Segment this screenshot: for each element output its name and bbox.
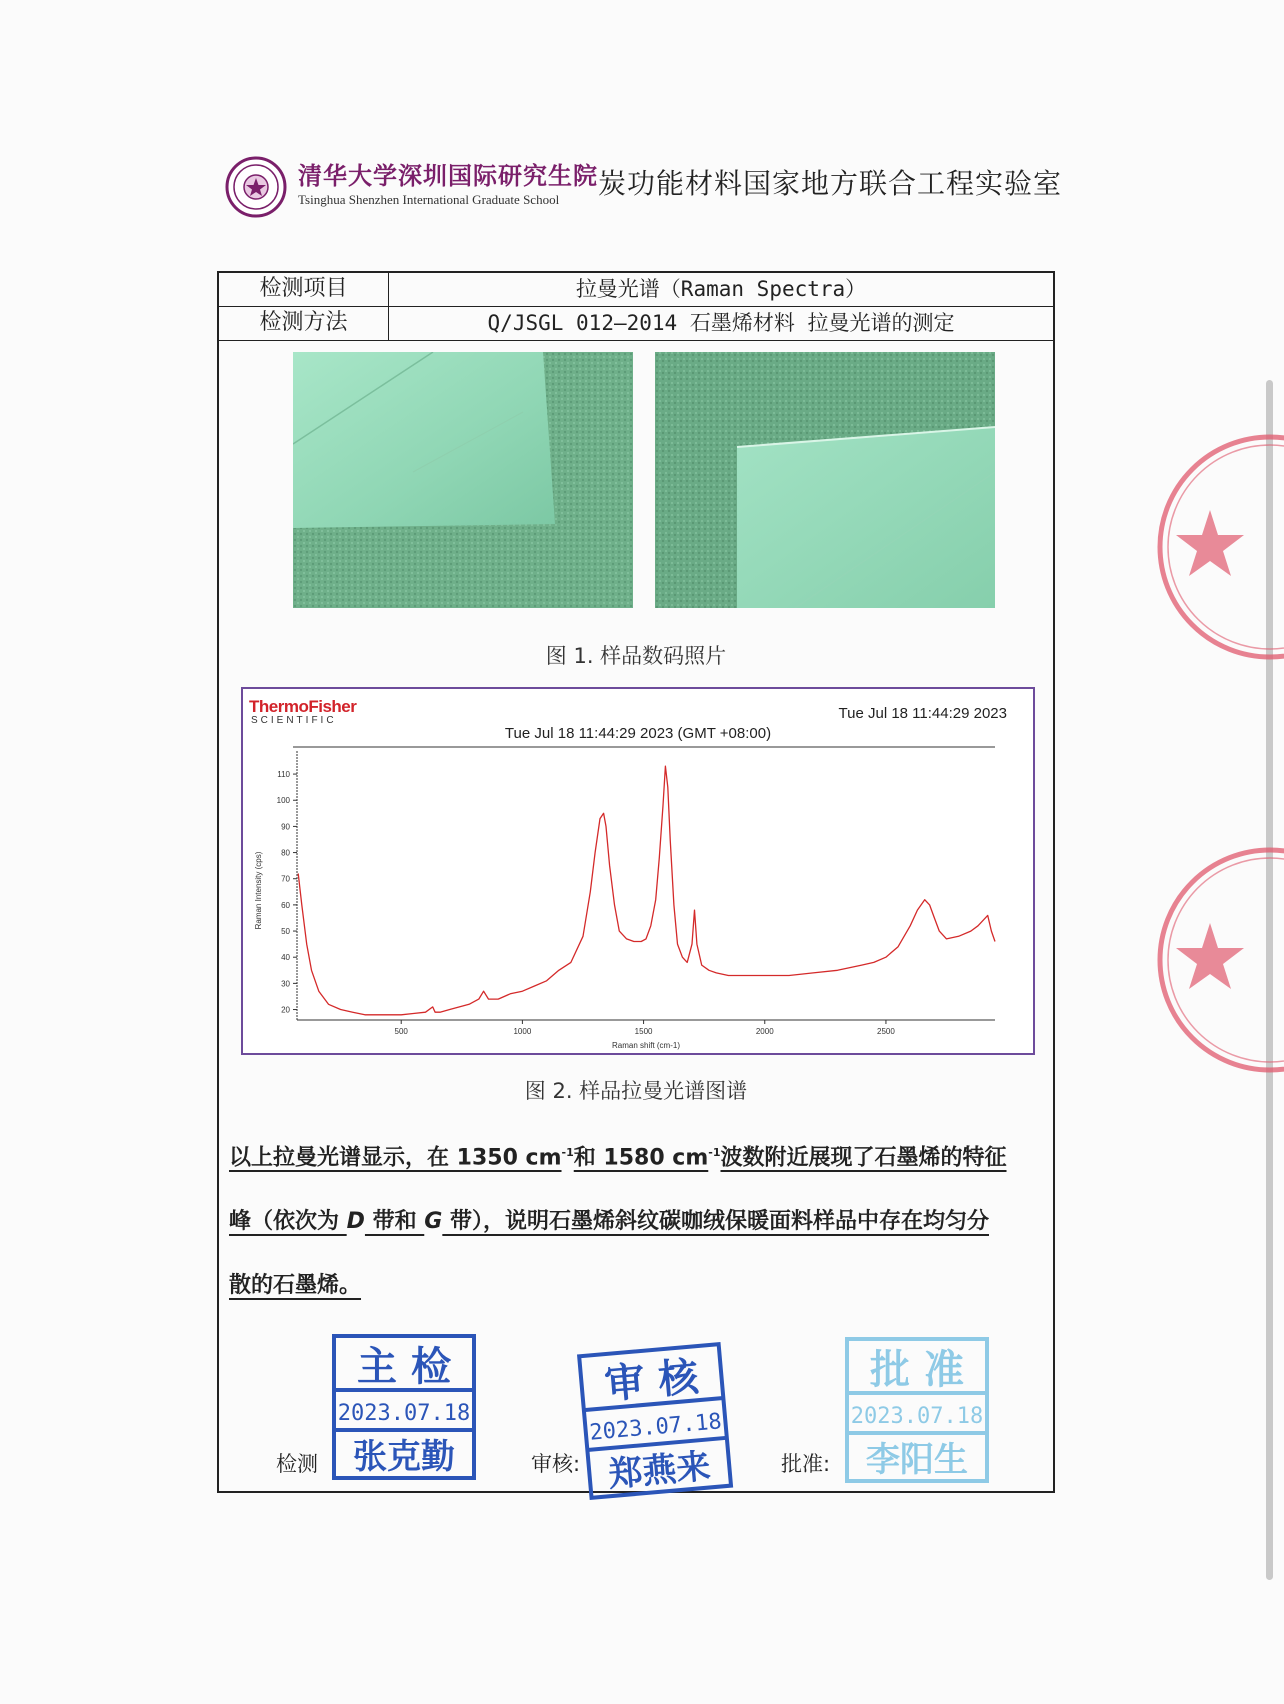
sample-photo-2 [655,352,995,608]
tester-stamp [330,1332,480,1482]
reviewer-label: 审核: [531,1452,581,1476]
x-tick-label: 2500 [877,1027,895,1036]
tester-label: 检测 [276,1452,318,1476]
conclusion-text-5: 带和 [364,1209,425,1235]
thermofisher-logo: ThermoFisher [249,697,357,716]
approver-stamp [843,1335,993,1487]
reviewer-stamp [575,1340,735,1500]
approver-stamp-name: 李阳生 [866,1440,968,1480]
spectrum-date-center: Tue Jul 18 11:44:29 2023 (GMT +08:00) [504,725,772,742]
test-item-value: 拉曼光谱（Raman Spectra） [575,277,867,301]
x-tick-label: 1000 [513,1027,532,1036]
tsinghua-seal-logo-icon [225,156,287,218]
tester-stamp-title: 主 检 [357,1343,451,1390]
y-tick-label: 30 [281,979,290,989]
raman-spectrum-panel [241,687,1035,1055]
reviewer-stamp-name: 郑燕来 [606,1446,712,1496]
y-tick-label: 100 [276,796,290,806]
test-item-row [219,273,1053,307]
y-tick-label: 20 [281,1005,290,1015]
x-tick-label: 1500 [634,1027,653,1036]
g-band-label: G [424,1209,443,1235]
university-name-cn: 清华大学深圳国际研究生院 [298,161,598,190]
y-tick-label: 90 [281,822,290,832]
d-band-label: D [346,1209,365,1235]
document-header [220,150,1063,220]
y-tick-label: 80 [281,848,290,858]
conclusion-text-1: 以上拉曼光谱显示，在 1350 cm [229,1145,562,1171]
tester-stamp-name: 张克勤 [353,1437,455,1477]
approver-label: 批准: [781,1452,831,1476]
sample-photo-1 [293,352,633,608]
lab-name: 炭功能材料国家地方联合工程实验室 [598,167,1063,200]
test-method-label: 检测方法 [219,307,389,340]
conclusion-text-4: 峰（依次为 [229,1209,347,1235]
approver-stamp-date: 2023.07.18 [850,1404,984,1429]
reviewer-stamp-date: 2023.07.18 [588,1409,723,1446]
y-tick-label: 40 [281,953,290,963]
spectrum-date-right: Tue Jul 18 11:44:29 2023 [838,705,1007,722]
test-item-label: 检测项目 [219,273,389,306]
test-method-value: Q/JSGL 012—2014 石墨烯材料 拉曼光谱的测定 [487,311,955,335]
y-axis-label: Raman Intensity (cps) [254,851,263,930]
university-name-en: Tsinghua Shenzhen International Graduate School [298,192,560,207]
x-tick-label: 2000 [755,1027,774,1036]
approver-stamp-title: 批 准 [870,1346,964,1393]
figure-2-caption: 图 2. 样品拉曼光谱图谱 [524,1079,748,1103]
y-tick-label: 50 [281,927,290,937]
conclusion-text-2: 和 1580 cm [573,1145,709,1171]
y-tick-label: 70 [281,874,290,884]
reviewer-stamp-title: 审 核 [602,1353,701,1409]
figure-1-caption: 图 1. 样品数码照片 [545,644,727,668]
report-table [217,271,1055,1496]
raman-spectrum-line [298,766,995,1015]
x-axis-label: Raman shift (cm-1) [611,1041,681,1050]
y-tick-label: 110 [277,770,290,780]
test-method-row [219,307,1053,341]
superscript-2: -1 [708,1146,721,1159]
thermofisher-logo-sub: SCIENTIFIC [251,715,337,726]
raman-chart [243,689,1033,1053]
conclusion-text-3: 波数附近展现了石墨烯的特征 [720,1145,1007,1171]
y-tick-label: 60 [281,900,290,910]
x-tick-label: 500 [394,1027,408,1036]
conclusion-text-7: 散的石墨烯。 [229,1273,362,1299]
lab-seal [1150,425,1284,670]
tester-stamp-date: 2023.07.18 [337,1401,471,1426]
superscript-1: -1 [561,1146,574,1159]
institute-seal [1150,838,1284,1083]
conclusion-text-6: 带），说明石墨烯斜纹碳咖绒保暖面料样品中存在均匀分 [442,1209,989,1235]
conclusion-paragraph [229,1121,1044,1318]
